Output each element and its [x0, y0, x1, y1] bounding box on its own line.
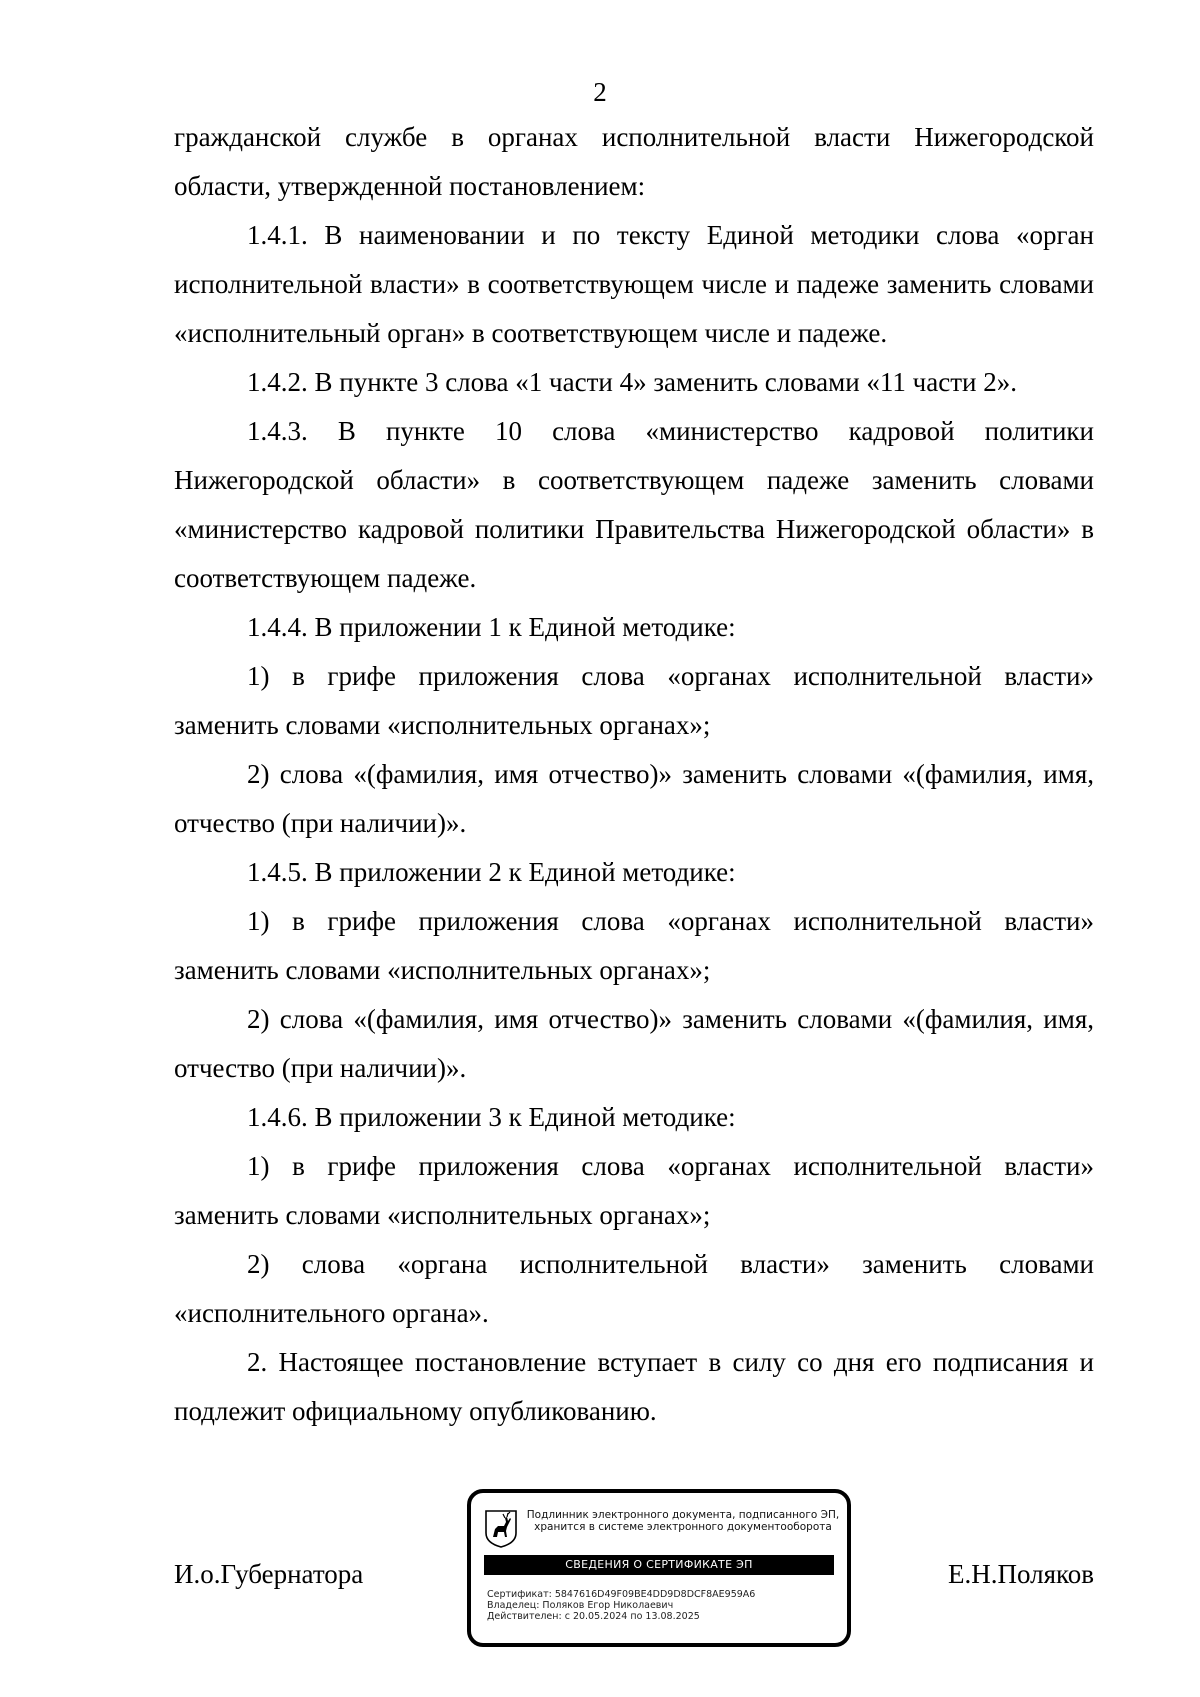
paragraph-1-4-5-item-1: 1) в грифе приложения слова «органах исполнительной власти» заменить словами «исполнительных органах»;: [174, 906, 1094, 985]
paragraph-1-4-6-item-2: 2) слова «органа исполнительной власти» заменить словами «исполнительного органа».: [174, 1249, 1094, 1328]
stamp-certificate-validity: Действителен: с 20.05.2024 по 13.08.2025: [487, 1611, 700, 1622]
paragraph-1-4-4-item-2: 2) слова «(фамилия, имя отчество)» заменить словами «(фамилия, имя, отчество (при наличии)».: [174, 759, 1094, 838]
paragraph-2-effective-date: 2. Настоящее постановление вступает в силу со дня его подписания и подлежит официальному опубликованию.: [174, 1347, 1094, 1426]
stamp-header: [523, 1509, 843, 1533]
stamp-title-bar: СВЕДЕНИЯ О СЕРТИФИКАТЕ ЭП: [484, 1555, 834, 1575]
paragraph-1-4-2: 1.4.2. В пункте 3 слова «1 части 4» заменить словами «11 части 2».: [247, 367, 1017, 397]
paragraph-1-4-4: 1.4.4. В приложении 1 к Единой методике:: [247, 612, 736, 642]
paragraph-1-4-6-item-1: 1) в грифе приложения слова «органах исполнительной власти» заменить словами «исполнительных органах»;: [174, 1151, 1094, 1230]
paragraph-1-4-5: 1.4.5. В приложении 2 к Единой методике:: [247, 857, 736, 887]
paragraph-continuation: гражданской службе в органах исполнительной власти Нижегородской области, утвержденной постановлением:: [174, 122, 1094, 201]
paragraph-1-4-3: 1.4.3. В пункте 10 слова «министерство кадровой политики Нижегородской области» в соответствующем падеже заменить словами «министерство кадровой политики Правительства Нижегородской области» в соответствующем падеже.: [174, 416, 1094, 593]
signatory-name: Е.Н.Поляков: [947, 1559, 1094, 1589]
page-number: 2: [593, 77, 607, 107]
stamp-certificate-number: Сертификат: 5847616D49F09BE4DD9D8DCF8AE959A6: [487, 1589, 756, 1600]
stamp-certificate-owner: Владелец: Поляков Егор Николаевич: [487, 1600, 674, 1611]
paragraph-1-4-1: 1.4.1. В наименовании и по тексту Единой методики слова «орган исполнительной власти» в соответствующем числе и падеже заменить словами «исполнительный орган» в соответствующем числе и падеже.: [174, 220, 1094, 348]
stamp-certificate-details: [487, 1589, 837, 1622]
electronic-signature-stamp: [467, 1489, 851, 1647]
paragraph-1-4-5-item-2: 2) слова «(фамилия, имя отчество)» заменить словами «(фамилия, имя, отчество (при наличии)».: [174, 1004, 1094, 1083]
stamp-header-line-1: Подлинник электронного документа, подписанного ЭП,: [526, 1509, 840, 1521]
paragraph-1-4-4-item-1: 1) в грифе приложения слова «органах исполнительной власти» заменить словами «исполнительных органах»;: [174, 661, 1094, 740]
stamp-header-line-2: хранится в системе электронного документооборота: [534, 1521, 832, 1533]
signatory-position: И.о.Губернатора: [174, 1559, 364, 1589]
document-body: [174, 113, 1094, 1436]
deer-coat-of-arms-icon: [484, 1509, 518, 1549]
paragraph-1-4-6: 1.4.6. В приложении 3 к Единой методике:: [247, 1102, 736, 1132]
